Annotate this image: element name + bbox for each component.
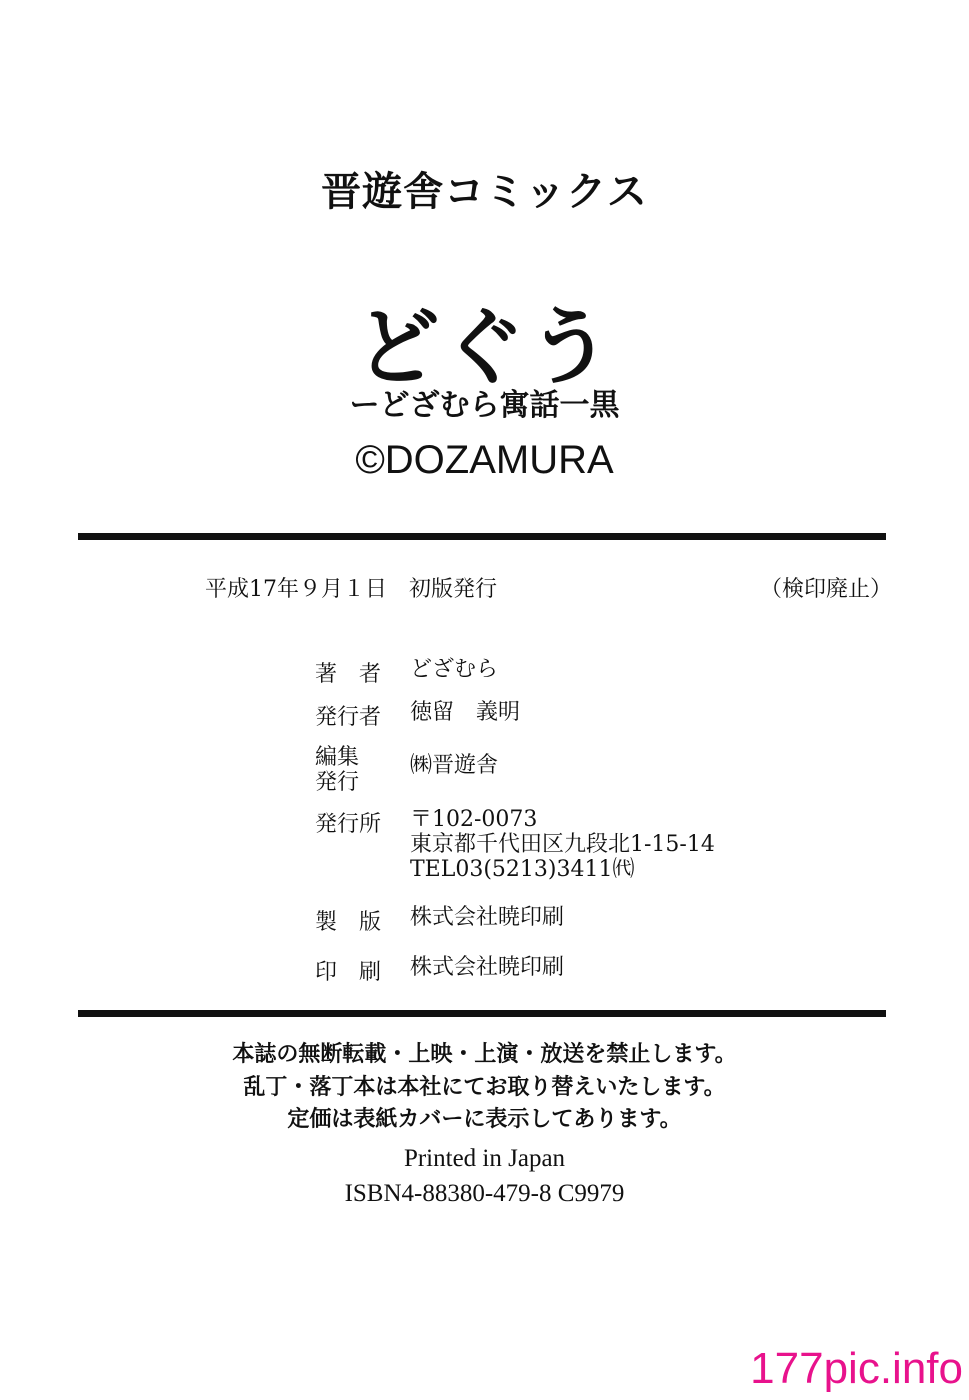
printed-in-japan: Printed in Japan: [403, 1145, 566, 1172]
credit-label-platemaking: 製 版: [315, 910, 382, 935]
publication-date: 平成17年９月１日 初版発行: [205, 577, 497, 602]
notice-price: 定価は表紙カバーに表示してあります。: [287, 1107, 682, 1132]
credit-value-publisher: 徳留 義明: [410, 700, 521, 725]
bottom-divider: [78, 1010, 886, 1017]
book-subtitle: ーどざむら寓話一黒: [349, 388, 620, 423]
credit-value-printing: 株式会社暁印刷: [410, 955, 565, 980]
credit-label-office: 発行所: [315, 812, 382, 837]
credit-label-printing: 印 刷: [315, 960, 382, 985]
copyright-notice: ©DOZAMURA: [355, 438, 614, 482]
credit-value-company: ㈱晋遊舎: [410, 753, 499, 778]
credit-label-author: 著 者: [315, 662, 382, 687]
credit-label-editing: 編集: [315, 745, 360, 770]
credit-label-publisher: 発行者: [315, 705, 382, 730]
notice-reproduction: 本誌の無断転載・上映・上演・放送を禁止します。: [232, 1042, 737, 1067]
series-name: 晋遊舎コミックス: [321, 169, 648, 215]
notice-replacement: 乱丁・落丁本は本社にてお取り替えいたします。: [243, 1075, 726, 1100]
seal-abolished-note: （検印廃止）: [760, 577, 893, 602]
site-watermark: 177pic.info: [750, 1344, 963, 1393]
credit-value-address: 東京都千代田区九段北1-15-14: [410, 832, 715, 857]
credit-value-postal: 〒102-0073: [410, 807, 538, 832]
isbn: ISBN4-88380-479-8 C9979: [344, 1180, 625, 1207]
top-divider: [78, 533, 886, 540]
credit-label-issuing: 発行: [315, 770, 360, 795]
credit-value-author: どざむら: [410, 657, 499, 682]
credit-value-platemaking: 株式会社暁印刷: [410, 905, 565, 930]
book-title: どぐう: [355, 298, 614, 396]
credit-value-phone: TEL03(5213)3411㈹: [410, 857, 635, 882]
